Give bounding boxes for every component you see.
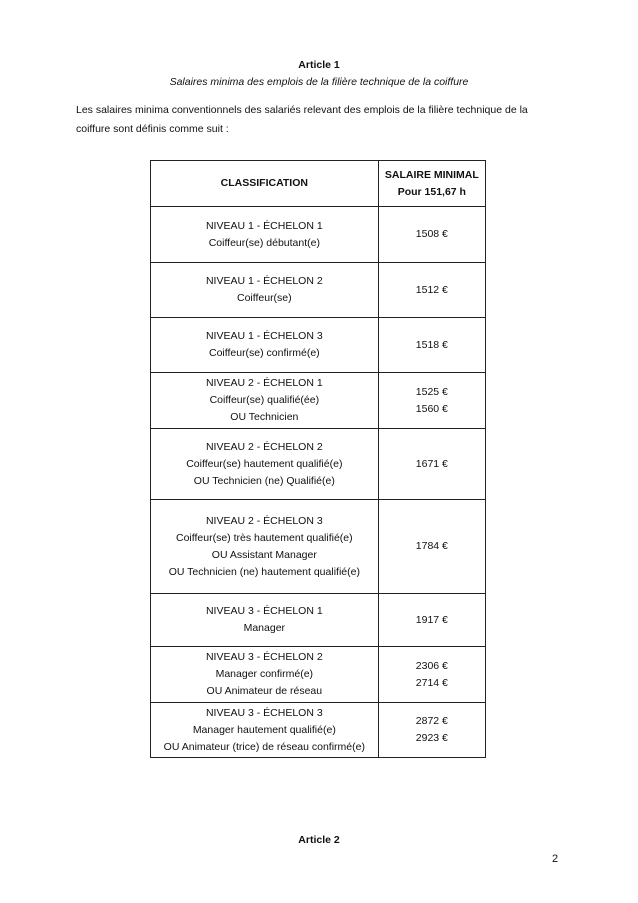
salary-cell xyxy=(378,594,485,647)
salary-value: 1784 € xyxy=(415,540,448,552)
table-row xyxy=(151,703,486,758)
header-classification-label: CLASSIFICATION xyxy=(220,177,308,189)
classification-line: OU Technicien (ne) Qualifié(e) xyxy=(193,474,335,487)
classification-line: OU Animateur (trice) de réseau confirmé(e) xyxy=(163,740,365,753)
classification-line: Coiffeur(se) très hautement qualifié(e) xyxy=(176,531,353,544)
classification-line: Coiffeur(se) xyxy=(236,292,292,304)
classification-line: Coiffeur(se) confirmé(e) xyxy=(208,347,320,359)
classification-cell xyxy=(151,594,379,647)
header-salaire xyxy=(378,161,485,207)
intro-line-2: coiffure sont définis comme suit : xyxy=(76,123,229,135)
classification-cell xyxy=(151,429,379,500)
classification-line: NIVEAU 3 - ÉCHELON 3 xyxy=(205,706,323,719)
table-row xyxy=(151,500,486,594)
table-header-row xyxy=(151,161,486,207)
salary-value: 1525 € xyxy=(415,385,448,398)
classification-line: Manager xyxy=(243,622,286,634)
classification-line: OU Technicien xyxy=(230,411,299,423)
salary-value: 2923 € xyxy=(415,732,448,744)
salary-value: 1508 € xyxy=(415,228,448,240)
table-row xyxy=(151,263,486,318)
table-row xyxy=(151,594,486,647)
classification-cell xyxy=(151,373,379,429)
salary-table xyxy=(150,160,486,758)
classification-line: Coiffeur(se) qualifié(ée) xyxy=(209,394,320,406)
salary-value: 1917 € xyxy=(415,613,448,626)
classification-line: OU Technicien (ne) hautement qualifié(e) xyxy=(168,565,360,578)
classification-line: NIVEAU 2 - ÉCHELON 1 xyxy=(205,377,323,389)
salary-cell xyxy=(378,207,485,263)
salary-value: 1671 € xyxy=(415,457,448,470)
intro-line-1: Les salaires minima conventionnels des salariés relevant des emplois de la filière technique de la xyxy=(76,104,528,116)
classification-cell xyxy=(151,207,379,263)
classification-cell xyxy=(151,647,379,703)
classification-line: Manager hautement qualifié(e) xyxy=(192,723,336,736)
classification-cell xyxy=(151,318,379,373)
classification-line: NIVEAU 1 - ÉCHELON 2 xyxy=(205,275,323,287)
header-salaire-line1: SALAIRE MINIMAL xyxy=(384,168,479,181)
page-number: 2 xyxy=(552,853,559,865)
salary-value: 2872 € xyxy=(415,715,448,727)
classification-line: NIVEAU 2 - ÉCHELON 3 xyxy=(205,514,323,527)
classification-line: NIVEAU 1 - ÉCHELON 3 xyxy=(205,330,323,342)
table-row xyxy=(151,429,486,500)
salary-value: 1560 € xyxy=(415,402,448,415)
classification-cell xyxy=(151,263,379,318)
table-row xyxy=(151,647,486,703)
classification-line: OU Animateur de réseau xyxy=(206,685,323,697)
classification-cell xyxy=(151,500,379,594)
intro-paragraph xyxy=(76,101,571,139)
table-row xyxy=(151,373,486,429)
salary-value: 1518 € xyxy=(415,338,448,351)
article-2-title: Article 2 xyxy=(298,834,340,846)
classification-line: NIVEAU 2 - ÉCHELON 2 xyxy=(205,440,323,453)
salary-cell xyxy=(378,263,485,318)
classification-cell xyxy=(151,703,379,758)
salary-value: 2306 € xyxy=(415,659,448,672)
classification-line: NIVEAU 3 - ÉCHELON 2 xyxy=(205,651,323,663)
classification-line: Manager confirmé(e) xyxy=(215,668,314,680)
salary-cell xyxy=(378,647,485,703)
article-1-subtitle: Salaires minima des emplois de la filière technique de la coiffure xyxy=(169,76,469,88)
salary-value: 1512 € xyxy=(415,283,448,296)
salary-value: 2714 € xyxy=(415,676,448,689)
classification-line: OU Assistant Manager xyxy=(211,548,317,561)
classification-line: Coiffeur(se) débutant(e) xyxy=(208,236,320,249)
article-1-title: Article 1 xyxy=(298,59,340,71)
classification-line: Coiffeur(se) hautement qualifié(e) xyxy=(186,457,343,470)
header-salaire-line2: Pour 151,67 h xyxy=(397,185,466,198)
salary-cell xyxy=(378,373,485,429)
table-row xyxy=(151,207,486,263)
classification-line: NIVEAU 3 - ÉCHELON 1 xyxy=(205,605,323,617)
salary-cell xyxy=(378,429,485,500)
header-classification xyxy=(151,161,379,207)
salary-cell xyxy=(378,318,485,373)
salary-cell xyxy=(378,500,485,594)
classification-line: NIVEAU 1 - ÉCHELON 1 xyxy=(205,219,323,232)
table-row xyxy=(151,318,486,373)
salary-cell xyxy=(378,703,485,758)
